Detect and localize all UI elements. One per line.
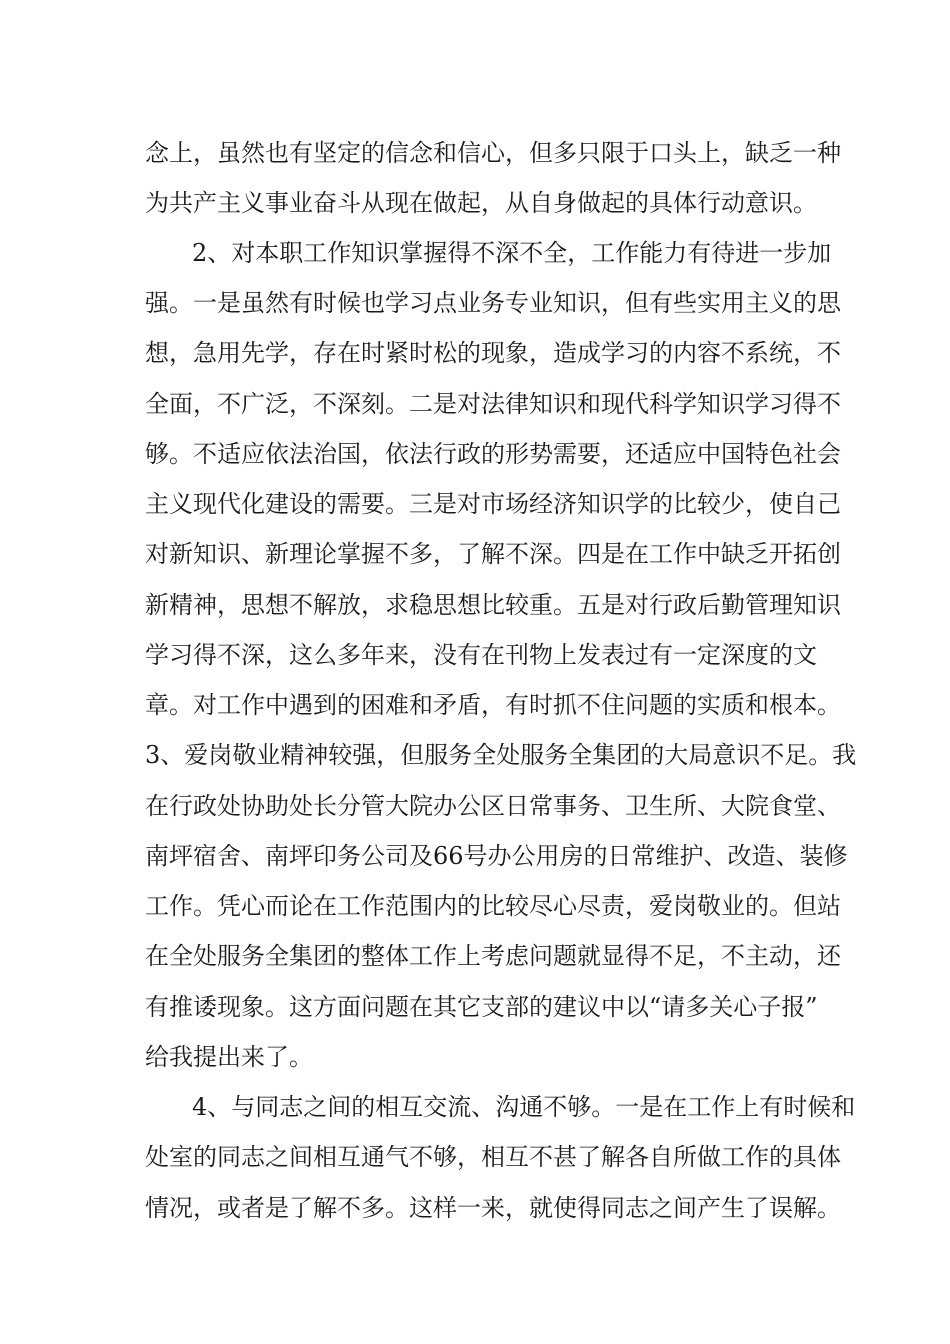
text-line-14: 在行政处协助处长分管大院办公区日常事务、卫生所、大院食堂、 [145,792,841,820]
text-line-19: 给我提出来了。 [145,1043,313,1071]
text-line-9: 对新知识、新理论掌握不多，了解不深。四是在工作中缺乏开拓创 [145,540,841,568]
text-line-10: 新精神，思想不解放，求稳思想比较重。五是对行政后勤管理知识 [145,591,841,619]
text-line-18: 有推诿现象。这方面问题在其它支部的建议中以“请多关心子报” [145,993,818,1021]
text-line-6: 全面，不广泛，不深刻。二是对法律知识和现代科学知识学习得不 [145,390,841,418]
text-line-22: 情况，或者是了解不多。这样一来，就使得同志之间产生了误解。 [145,1194,841,1222]
text-line-4: 强。一是虽然有时候也学习点业务专业知识，但有些实用主义的思 [145,289,841,317]
text-line-16: 工作。凭心而论在工作范围内的比较尽心尽责，爱岗敬业的。但站 [145,892,841,920]
text-line-11: 学习得不深，这么多年来，没有在刊物上发表过有一定深度的文 [145,641,817,669]
text-line-20: 4、与同志之间的相互交流、沟通不够。一是在工作上有时候和 [192,1093,856,1121]
text-line-2: 为共产主义事业奋斗从现在做起，从自身做起的具体行动意识。 [145,189,817,217]
text-line-15: 南坪宿舍、南坪印务公司及66号办公用房的日常维护、改造、装修 [145,842,848,870]
text-line-8: 主义现代化建设的需要。三是对市场经济知识学的比较少，使自己 [145,490,841,518]
text-line-5: 想，急用先学，存在时紧时松的现象，造成学习的内容不系统，不 [145,339,841,367]
text-line-7: 够。不适应依法治国，依法行政的形势需要，还适应中国特色社会 [145,440,841,468]
text-line-13: 3、爱岗敬业精神较强，但服务全处服务全集团的大局意识不足。我 [145,741,857,769]
text-line-3: 2、对本职工作知识掌握得不深不全，工作能力有待进一步加 [192,239,832,267]
text-line-1: 念上，虽然也有坚定的信念和信心，但多只限于口头上，缺乏一种 [145,139,841,167]
text-line-12: 章。对工作中遇到的困难和矛盾，有时抓不住问题的实质和根本。 [145,691,841,719]
text-line-21: 处室的同志之间相互通气不够，相互不甚了解各自所做工作的具体 [145,1143,841,1171]
text-line-17: 在全处服务全集团的整体工作上考虑问题就显得不足，不主动，还 [145,942,841,970]
